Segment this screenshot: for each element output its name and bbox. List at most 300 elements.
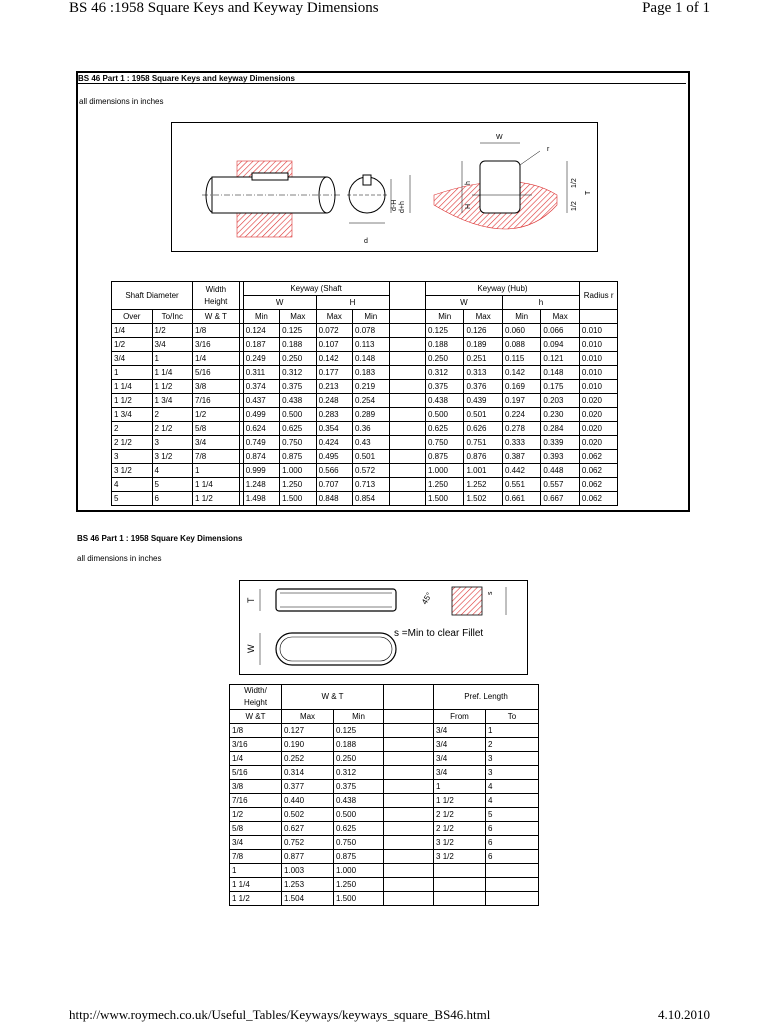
table-cell: 0.312 bbox=[280, 366, 316, 380]
table-row bbox=[230, 738, 539, 752]
table-row bbox=[230, 850, 539, 864]
table-cell bbox=[434, 864, 486, 878]
table-cell: 0.252 bbox=[282, 752, 334, 766]
section1-title: BS 46 Part 1 : 1958 Square Keys and keyway Dimensions bbox=[78, 74, 686, 84]
table-cell: 5/8 bbox=[230, 822, 282, 836]
spacer-cell bbox=[389, 380, 425, 394]
table-cell: 0.551 bbox=[502, 478, 540, 492]
spacer-cell bbox=[389, 478, 425, 492]
table-cell: 0.062 bbox=[579, 492, 617, 506]
table-cell: 0.442 bbox=[502, 464, 540, 478]
spacer-cell bbox=[389, 352, 425, 366]
table-row bbox=[230, 794, 539, 808]
spacer-cell bbox=[384, 738, 434, 752]
table-cell: 0.248 bbox=[316, 394, 352, 408]
table-subheader-row bbox=[112, 310, 657, 324]
table-cell: 0.249 bbox=[243, 352, 279, 366]
label-dh: d+h bbox=[399, 201, 406, 213]
shaft-side-view bbox=[202, 161, 342, 237]
table-cell: 0.438 bbox=[280, 394, 316, 408]
subheader-cell: To bbox=[486, 710, 539, 724]
label-r: r bbox=[547, 146, 550, 153]
subheader-cell: Max bbox=[316, 310, 352, 324]
table-cell: 1.001 bbox=[464, 464, 502, 478]
footer-date: 4.10.2010 bbox=[658, 1007, 710, 1022]
table-cell: 0.142 bbox=[502, 366, 540, 380]
table-row bbox=[230, 878, 539, 892]
table-cell: 0.125 bbox=[334, 724, 384, 738]
table-cell: 1 bbox=[112, 366, 153, 380]
table-cell: 0.311 bbox=[243, 366, 279, 380]
table-cell: 0.314 bbox=[282, 766, 334, 780]
table-cell: 0.148 bbox=[353, 352, 389, 366]
table-cell: 1/8 bbox=[230, 724, 282, 738]
spacer-cell bbox=[384, 794, 434, 808]
table-cell: 5 bbox=[112, 492, 153, 506]
table-row bbox=[230, 752, 539, 766]
table-row bbox=[230, 808, 539, 822]
table-row bbox=[112, 324, 657, 338]
table-cell: 0.713 bbox=[353, 478, 389, 492]
table-row bbox=[230, 864, 539, 878]
table-cell: 1.003 bbox=[282, 864, 334, 878]
table-cell: 0.750 bbox=[425, 436, 463, 450]
table-cell: 0.113 bbox=[353, 338, 389, 352]
table-cell: 0.877 bbox=[282, 850, 334, 864]
key-table bbox=[229, 684, 539, 906]
label-W: W bbox=[496, 134, 503, 141]
table-cell: 1 bbox=[434, 780, 486, 794]
table-cell: 0.190 bbox=[282, 738, 334, 752]
table-cell: 0.010 bbox=[579, 324, 617, 338]
spacer-cell bbox=[384, 822, 434, 836]
table-cell: 0.250 bbox=[280, 352, 316, 366]
table-cell: 1 bbox=[230, 864, 282, 878]
keyway-table-body bbox=[112, 324, 657, 506]
table-cell: 0.197 bbox=[502, 394, 540, 408]
table-cell: 0.107 bbox=[316, 338, 352, 352]
table-cell: 3 bbox=[486, 766, 539, 780]
table-cell: 1 bbox=[193, 464, 240, 478]
table-cell: 0.875 bbox=[280, 450, 316, 464]
table-cell: 1.253 bbox=[282, 878, 334, 892]
table-cell: 0.627 bbox=[282, 822, 334, 836]
table-cell: 0.313 bbox=[464, 366, 502, 380]
table-cell: 0.126 bbox=[464, 324, 502, 338]
th-shaft-H: H bbox=[316, 296, 389, 310]
table-cell: 0.224 bbox=[502, 408, 540, 422]
table-cell: 5/8 bbox=[193, 422, 240, 436]
table-cell: 0.495 bbox=[316, 450, 352, 464]
table-row bbox=[112, 450, 657, 464]
table-cell: 0.376 bbox=[464, 380, 502, 394]
th-keyway-hub: Keyway (Hub) bbox=[425, 282, 579, 296]
label-45: 45° bbox=[419, 591, 434, 606]
table-cell: 0.500 bbox=[280, 408, 316, 422]
table-cell: 1.248 bbox=[243, 478, 279, 492]
subheader-cell: Max bbox=[464, 310, 502, 324]
table-cell: 0.283 bbox=[316, 408, 352, 422]
table-row bbox=[230, 822, 539, 836]
table-cell: 1 1/4 bbox=[152, 366, 193, 380]
table-cell: 0.375 bbox=[425, 380, 463, 394]
table-cell: 0.121 bbox=[541, 352, 579, 366]
subheader-cell: W & T bbox=[193, 310, 240, 324]
table-row bbox=[112, 352, 657, 366]
table-cell bbox=[486, 878, 539, 892]
table-cell: 6 bbox=[152, 492, 193, 506]
subheader-cell: Min bbox=[425, 310, 463, 324]
table-cell: 0.377 bbox=[282, 780, 334, 794]
table-cell: 0.250 bbox=[425, 352, 463, 366]
th-key-wt: W & T bbox=[282, 685, 384, 710]
table-cell: 0.250 bbox=[334, 752, 384, 766]
table-cell: 0.125 bbox=[425, 324, 463, 338]
table-cell: 1 bbox=[486, 724, 539, 738]
table-cell: 1 1/2 bbox=[230, 892, 282, 906]
table-cell: 1 1/2 bbox=[434, 794, 486, 808]
subheader-cell: Min bbox=[502, 310, 540, 324]
table-row bbox=[230, 766, 539, 780]
table-cell: 0.088 bbox=[502, 338, 540, 352]
spacer-cell bbox=[384, 808, 434, 822]
table-cell: 2 1/2 bbox=[152, 422, 193, 436]
table-cell: 0.060 bbox=[502, 324, 540, 338]
table-cell: 2 bbox=[152, 408, 193, 422]
table-cell: 0.854 bbox=[353, 492, 389, 506]
table-cell: 1.500 bbox=[280, 492, 316, 506]
table-cell: 0.625 bbox=[280, 422, 316, 436]
th-pref-length: Pref. Length bbox=[434, 685, 539, 710]
subheader-cell: Min bbox=[243, 310, 279, 324]
table-cell: 7/16 bbox=[193, 394, 240, 408]
table-cell: 0.010 bbox=[579, 338, 617, 352]
table-cell: 3 bbox=[112, 450, 153, 464]
table-cell: 6 bbox=[486, 836, 539, 850]
square-key-diagram bbox=[239, 580, 528, 675]
table-cell: 0.354 bbox=[316, 422, 352, 436]
table-row bbox=[112, 394, 657, 408]
table-cell: 7/8 bbox=[230, 850, 282, 864]
table-cell: 0.062 bbox=[579, 464, 617, 478]
table-cell: 0.437 bbox=[243, 394, 279, 408]
subheader-cell: Over bbox=[112, 310, 153, 324]
label-h: h bbox=[465, 181, 472, 185]
table-cell: 0.752 bbox=[282, 836, 334, 850]
table-cell: 3 1/2 bbox=[112, 464, 153, 478]
table-cell: 1/8 bbox=[193, 324, 240, 338]
table-cell: 0.707 bbox=[316, 478, 352, 492]
spacer-cell bbox=[389, 324, 425, 338]
table-cell: 0.078 bbox=[353, 324, 389, 338]
spacer-cell bbox=[579, 310, 617, 324]
subheader-cell: Max bbox=[280, 310, 316, 324]
table-cell: 3/4 bbox=[152, 338, 193, 352]
table-cell bbox=[486, 864, 539, 878]
th-keyway-shaft: Keyway (Shaft bbox=[243, 282, 389, 296]
table-cell: 4 bbox=[152, 464, 193, 478]
table-cell: 0.020 bbox=[579, 408, 617, 422]
table-cell: 3/4 bbox=[434, 766, 486, 780]
spacer-cell bbox=[384, 752, 434, 766]
table-cell: 1.500 bbox=[334, 892, 384, 906]
label-W2: W bbox=[246, 644, 256, 653]
spacer-cell bbox=[389, 338, 425, 352]
table-row bbox=[112, 492, 657, 506]
table-cell: 0.183 bbox=[353, 366, 389, 380]
th-hub-W: W bbox=[425, 296, 502, 310]
th-shaft-diameter: Shaft Diameter bbox=[112, 282, 193, 310]
table-cell: 0.148 bbox=[541, 366, 579, 380]
th-key-width-height: Width/ Height bbox=[230, 685, 282, 710]
table-cell: 0.278 bbox=[502, 422, 540, 436]
table-cell: 0.374 bbox=[243, 380, 279, 394]
table-row bbox=[112, 436, 657, 450]
shaft-cross-section bbox=[347, 175, 410, 245]
table-cell: 1.250 bbox=[334, 878, 384, 892]
label-half2: 1/2 bbox=[571, 201, 578, 211]
table-cell: 2 1/2 bbox=[434, 808, 486, 822]
table-cell: 0.125 bbox=[280, 324, 316, 338]
label-T: T bbox=[585, 190, 592, 195]
table-cell: 0.502 bbox=[282, 808, 334, 822]
table-cell: 1 1/2 bbox=[193, 492, 240, 506]
subheader-cell: To/Inc bbox=[152, 310, 193, 324]
table-cell: 1.000 bbox=[280, 464, 316, 478]
table-row bbox=[112, 464, 657, 478]
table-cell: 0.062 bbox=[579, 450, 617, 464]
table-cell: 0.169 bbox=[502, 380, 540, 394]
table-cell: 0.213 bbox=[316, 380, 352, 394]
subheader-cell: Max bbox=[541, 310, 579, 324]
table-cell: 2 1/2 bbox=[434, 822, 486, 836]
table-cell: 0.020 bbox=[579, 394, 617, 408]
spacer-cell bbox=[384, 850, 434, 864]
table-cell: 0.750 bbox=[280, 436, 316, 450]
page-number: Page 1 of 1 bbox=[642, 0, 710, 16]
table-cell: 0.187 bbox=[243, 338, 279, 352]
table-cell: 0.203 bbox=[541, 394, 579, 408]
table-cell: 3 1/2 bbox=[434, 850, 486, 864]
table-cell: 1 1/2 bbox=[112, 394, 153, 408]
table-cell: 0.375 bbox=[280, 380, 316, 394]
table-cell: 0.230 bbox=[541, 408, 579, 422]
table-cell: 3/16 bbox=[230, 738, 282, 752]
spacer-cell bbox=[389, 408, 425, 422]
table-cell: 2 bbox=[112, 422, 153, 436]
label-half1: 1/2 bbox=[571, 178, 578, 188]
key-table-body bbox=[230, 724, 539, 906]
table-cell: 3 1/2 bbox=[152, 450, 193, 464]
table-cell: 7/8 bbox=[193, 450, 240, 464]
table-cell: 5 bbox=[486, 808, 539, 822]
spacer-cell bbox=[389, 422, 425, 436]
subheader-cell: Max bbox=[282, 710, 334, 724]
table-cell: 0.375 bbox=[334, 780, 384, 794]
label-d: d bbox=[364, 238, 368, 245]
section2-subtitle: all dimensions in inches bbox=[77, 554, 162, 563]
key-detail bbox=[434, 134, 592, 229]
table-cell: 0.251 bbox=[464, 352, 502, 366]
table-row bbox=[112, 422, 657, 436]
subheader-cell: From bbox=[434, 710, 486, 724]
table-cell: 0.875 bbox=[334, 850, 384, 864]
table-cell: 0.626 bbox=[464, 422, 502, 436]
keyway-diagram bbox=[171, 122, 598, 252]
table-cell: 3/4 bbox=[112, 352, 153, 366]
th-shaft-W: W bbox=[243, 296, 316, 310]
th-hub-h: h bbox=[502, 296, 579, 310]
table-cell: 3 1/2 bbox=[434, 836, 486, 850]
footer-url: http://www.roymech.co.uk/Useful_Tables/Keyways/keyways_square_BS46.html bbox=[69, 1007, 491, 1022]
table-cell: 0.876 bbox=[464, 450, 502, 464]
table-cell: 0.188 bbox=[280, 338, 316, 352]
subheader-cell: Min bbox=[353, 310, 389, 324]
table-cell: 0.848 bbox=[316, 492, 352, 506]
table-row bbox=[112, 408, 657, 422]
section1-subtitle: all dimensions in inches bbox=[79, 97, 164, 106]
table-cell: 0.749 bbox=[243, 436, 279, 450]
table-cell: 0.188 bbox=[425, 338, 463, 352]
table-cell: 0.43 bbox=[353, 436, 389, 450]
table-cell: 6 bbox=[486, 850, 539, 864]
table-cell: 0.339 bbox=[541, 436, 579, 450]
table-cell: 0.010 bbox=[579, 380, 617, 394]
table-cell: 0.875 bbox=[425, 450, 463, 464]
table-cell: 0.072 bbox=[316, 324, 352, 338]
table-cell: 0.062 bbox=[579, 478, 617, 492]
table-cell: 0.999 bbox=[243, 464, 279, 478]
table-cell: 0.557 bbox=[541, 478, 579, 492]
table-cell: 0.175 bbox=[541, 380, 579, 394]
table-cell: 0.188 bbox=[334, 738, 384, 752]
table-cell: 0.020 bbox=[579, 422, 617, 436]
table-cell: 1/2 bbox=[193, 408, 240, 422]
table-cell: 1 1/4 bbox=[193, 478, 240, 492]
table-cell: 1 3/4 bbox=[112, 408, 153, 422]
table-cell: 1/2 bbox=[152, 324, 193, 338]
spacer-cell bbox=[389, 394, 425, 408]
table-cell: 3/16 bbox=[193, 338, 240, 352]
table-cell: 3/4 bbox=[434, 738, 486, 752]
table-cell: 2 1/2 bbox=[112, 436, 153, 450]
table-cell: 0.751 bbox=[464, 436, 502, 450]
table-cell: 1 bbox=[152, 352, 193, 366]
table-cell: 0.501 bbox=[464, 408, 502, 422]
key-fillet-note: s =Min to clear Fillet bbox=[394, 628, 484, 639]
table-cell: 3/4 bbox=[193, 436, 240, 450]
label-s: s bbox=[487, 591, 494, 595]
spacer-cell bbox=[384, 892, 434, 906]
table-cell: 3 bbox=[486, 752, 539, 766]
table-cell: 1.504 bbox=[282, 892, 334, 906]
table-cell: 5/16 bbox=[230, 766, 282, 780]
table-cell: 0.393 bbox=[541, 450, 579, 464]
spacer-cell bbox=[384, 878, 434, 892]
table-cell: 0.661 bbox=[502, 492, 540, 506]
table-cell: 0.066 bbox=[541, 324, 579, 338]
table-cell: 0.439 bbox=[464, 394, 502, 408]
table-cell: 0.312 bbox=[425, 366, 463, 380]
spacer-cell bbox=[384, 766, 434, 780]
table-cell: 1.250 bbox=[425, 478, 463, 492]
label-dH: d-H bbox=[391, 199, 398, 211]
table-cell: 1/2 bbox=[112, 338, 153, 352]
table-cell: 0.500 bbox=[425, 408, 463, 422]
table-cell: 4 bbox=[112, 478, 153, 492]
page-header-title: BS 46 :1958 Square Keys and Keyway Dimensions bbox=[69, 0, 379, 16]
table-cell: 1.000 bbox=[334, 864, 384, 878]
table-cell: 1/4 bbox=[112, 324, 153, 338]
table-cell: 0.254 bbox=[353, 394, 389, 408]
table-cell: 0.625 bbox=[425, 422, 463, 436]
table-cell: 0.010 bbox=[579, 352, 617, 366]
table-cell: 1/2 bbox=[230, 808, 282, 822]
table-cell: 0.566 bbox=[316, 464, 352, 478]
th-radius: Radius r bbox=[579, 282, 617, 310]
table-cell: 0.189 bbox=[464, 338, 502, 352]
table-cell: 0.499 bbox=[243, 408, 279, 422]
table-cell: 0.127 bbox=[282, 724, 334, 738]
table-cell: 0.219 bbox=[353, 380, 389, 394]
key-table-subheader-row bbox=[230, 710, 539, 724]
table-cell: 0.625 bbox=[334, 822, 384, 836]
table-cell: 1.498 bbox=[243, 492, 279, 506]
spacer-cell bbox=[389, 366, 425, 380]
table-cell: 0.874 bbox=[243, 450, 279, 464]
table-cell: 1/4 bbox=[193, 352, 240, 366]
table-cell: 0.572 bbox=[353, 464, 389, 478]
table-cell: 3/4 bbox=[434, 752, 486, 766]
table-row bbox=[112, 478, 657, 492]
table-row bbox=[230, 724, 539, 738]
spacer-cell bbox=[389, 492, 425, 506]
table-cell: 0.142 bbox=[316, 352, 352, 366]
subheader-cell: W &T bbox=[230, 710, 282, 724]
label-H: H bbox=[465, 203, 472, 209]
keyway-table bbox=[111, 281, 657, 506]
table-cell: 0.667 bbox=[541, 492, 579, 506]
table-cell: 1.250 bbox=[280, 478, 316, 492]
subheader-cell: Min bbox=[334, 710, 384, 724]
table-cell: 1 1/4 bbox=[112, 380, 153, 394]
table-cell: 7/16 bbox=[230, 794, 282, 808]
table-cell bbox=[434, 878, 486, 892]
spacer-cell bbox=[384, 724, 434, 738]
table-cell: 1 1/4 bbox=[230, 878, 282, 892]
table-row bbox=[230, 780, 539, 794]
table-cell: 2 bbox=[486, 738, 539, 752]
spacer-cell bbox=[389, 450, 425, 464]
table-cell: 3/8 bbox=[193, 380, 240, 394]
table-cell: 0.177 bbox=[316, 366, 352, 380]
table-cell: 0.424 bbox=[316, 436, 352, 450]
table-cell: 0.440 bbox=[282, 794, 334, 808]
table-row bbox=[112, 338, 657, 352]
table-cell: 0.750 bbox=[334, 836, 384, 850]
spacer-cell bbox=[389, 310, 425, 324]
table-row bbox=[112, 380, 657, 394]
table-cell: 3/8 bbox=[230, 780, 282, 794]
spacer-cell bbox=[389, 436, 425, 450]
table-row bbox=[230, 836, 539, 850]
table-cell bbox=[434, 892, 486, 906]
table-row bbox=[112, 366, 657, 380]
table-cell: 0.289 bbox=[353, 408, 389, 422]
spacer-cell bbox=[384, 710, 434, 724]
table-cell: 0.501 bbox=[353, 450, 389, 464]
table-cell: 0.284 bbox=[541, 422, 579, 436]
